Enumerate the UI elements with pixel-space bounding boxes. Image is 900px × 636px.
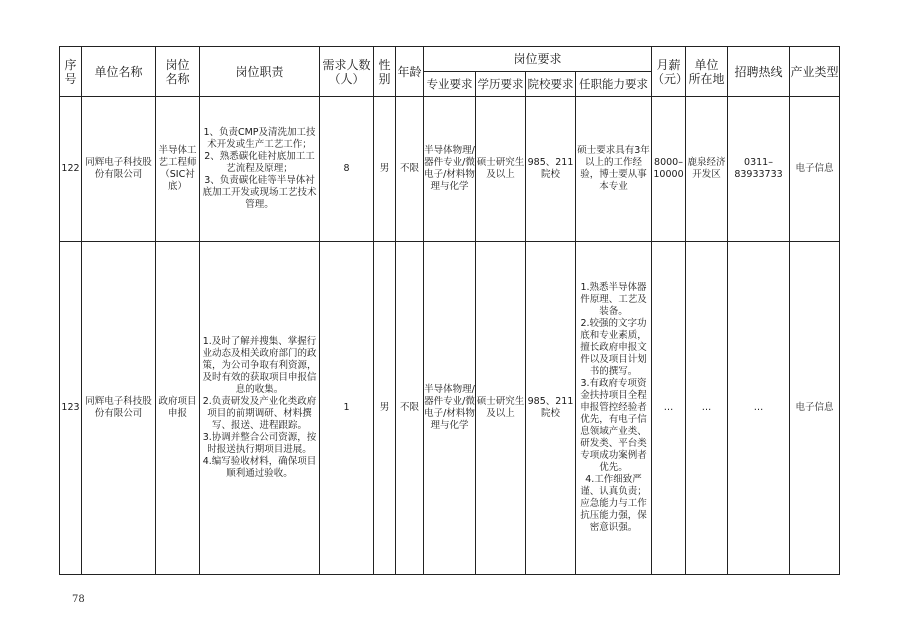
cell-major: 半导体物理/器件专业/微电子/材料物理与化学	[424, 97, 476, 242]
header-gender: 性 别	[374, 47, 396, 97]
header-row	[60, 47, 840, 72]
cell-education: 硕士研究生及以上	[476, 97, 526, 242]
page-number: 78	[72, 594, 85, 605]
header-location: 单位 所在地	[686, 47, 728, 97]
cell-unit-name: 同辉电子科技股份有限公司	[82, 97, 156, 242]
cell-seq: 123	[60, 242, 82, 575]
cell-unit-name: 同辉电子科技股份有限公司	[82, 242, 156, 575]
cell-ability: 1.熟悉半导体器件原理、工艺及装备。 2.较强的文字功底和专业素质，擅长政府申报文件以及项目计划书的撰写。 3.有政府专项资金扶持项目全程申报管控经验者优先，有电子信息领域产业类、研发类、平台类专项成功案例者优先。 4.工作细致严谨、认真负责；应急能力与工作抗压能力强，保密意识强。	[576, 242, 652, 575]
header-unit-name: 单位名称	[82, 47, 156, 97]
cell-salary: 8000–10000	[652, 97, 686, 242]
header-duties: 岗位职责	[200, 47, 320, 97]
cell-seq: 122	[60, 97, 82, 242]
table-row	[60, 242, 840, 575]
cell-major: 半导体物理/器件专业/微电子/材料物理与化学	[424, 242, 476, 575]
cell-count: 1	[320, 242, 374, 575]
cell-location: 鹿泉经济开发区	[686, 97, 728, 242]
header-count: 需求人数 （人）	[320, 47, 374, 97]
cell-ability: 硕士要求具有3年以上的工作经验，博士要从事本专业	[576, 97, 652, 242]
cell-location: …	[686, 242, 728, 575]
recruitment-table	[59, 46, 840, 575]
cell-age: 不限	[396, 97, 424, 242]
header-ability: 任职能力要求	[576, 72, 652, 97]
header-salary: 月薪 （元）	[652, 47, 686, 97]
header-education: 学历要求	[476, 72, 526, 97]
header-requirements: 岗位要求	[424, 47, 652, 72]
header-major: 专业要求	[424, 72, 476, 97]
header-hotline: 招聘热线	[728, 47, 790, 97]
cell-school: 985、211院校	[526, 97, 576, 242]
table-row	[60, 97, 840, 242]
cell-salary: …	[652, 242, 686, 575]
cell-count: 8	[320, 97, 374, 242]
cell-hotline: 0311–83933733	[728, 97, 790, 242]
cell-school: 985、211院校	[526, 242, 576, 575]
cell-gender: 男	[374, 242, 396, 575]
cell-duties: 1、负责CMP及清洗加工技术开发或生产工艺工作； 2、熟悉碳化硅衬底加工工艺流程及原理； 3、负责碳化硅等半导体衬底加工开发或现场工艺技术管理。	[200, 97, 320, 242]
header-age: 年龄	[396, 47, 424, 97]
cell-industry: 电子信息	[790, 97, 840, 242]
cell-industry: 电子信息	[790, 242, 840, 575]
header-school: 院校要求	[526, 72, 576, 97]
cell-education: 硕士研究生及以上	[476, 242, 526, 575]
cell-gender: 男	[374, 97, 396, 242]
header-seq: 序号	[60, 47, 82, 97]
header-position-name: 岗位 名称	[156, 47, 200, 97]
cell-hotline: …	[728, 242, 790, 575]
cell-age: 不限	[396, 242, 424, 575]
cell-position: 半导体工艺工程师（SIC衬底）	[156, 97, 200, 242]
cell-duties: 1.及时了解并搜集、掌握行业动态及相关政府部门的政策，为公司争取有利资源，及时有效的获取项目申报信息的收集。 2.负责研发及产业化类政府项目的前期调研、材料撰写、报送、进程跟踪。 3.协调并整合公司资源，按时报送执行期项目进展。 4.编写验收材料，确保项目顺利通过验收。	[200, 242, 320, 575]
header-industry: 产业类型	[790, 47, 840, 97]
cell-position: 政府项目申报	[156, 242, 200, 575]
